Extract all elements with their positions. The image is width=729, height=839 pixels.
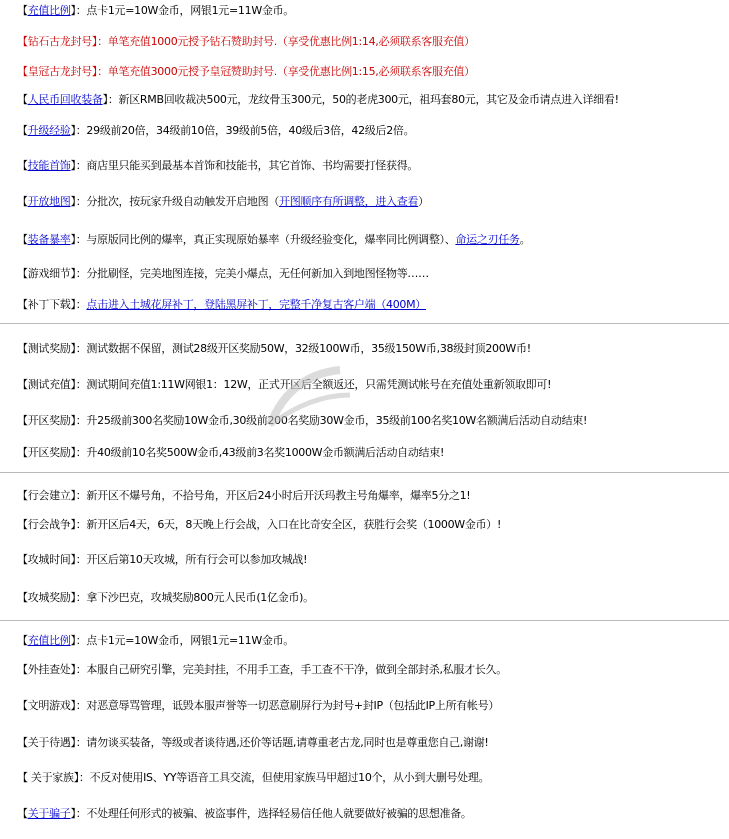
bracket-close: 】 — [73, 771, 79, 784]
row-category: 测试奖励 — [27, 342, 71, 355]
row-category: 关于家族 — [27, 771, 74, 784]
info-row — [17, 3, 729, 19]
row-text: ：对恶意辱骂管理，诋毁本服声誉等一切恶意刷屏行为封号+封IP（包括此IP上所有帐号） — [75, 699, 500, 712]
bracket-close: 】 — [70, 591, 76, 604]
section-divider — [0, 620, 729, 621]
bracket-open: 【 — [17, 195, 28, 208]
bracket-close: 】 — [70, 342, 76, 355]
row-text: ：分批次，按玩家升级自动触发开启地图（ — [75, 195, 280, 208]
info-row — [17, 698, 729, 714]
row-text: ：不处理任何形式的被骗、被盗事件，选择轻易信任他人就要做好被骗的思想准备。 — [75, 807, 472, 820]
info-row — [17, 488, 729, 504]
info-row — [17, 377, 729, 393]
row-category: 开区奖励 — [27, 446, 71, 459]
info-row — [17, 445, 729, 461]
bracket-open: 【 — [17, 342, 28, 355]
bracket-open: 【 — [17, 489, 28, 502]
bracket-close: 】 — [70, 159, 76, 172]
bracket-open: 【 — [17, 65, 28, 78]
row-text: ：本服自己研究引擎，完美封挂，不用手工查，手工查不干净，做到全部封杀,私服才长久。 — [75, 663, 507, 676]
info-row — [17, 297, 729, 313]
row-text: ） — [418, 195, 429, 208]
info-row — [17, 123, 729, 139]
row-text: ：拿下沙巴克，攻城奖励800元人民币(1亿金币)。 — [75, 591, 314, 604]
row-text: ：新开区不爆号角，不拾号角，开区后24小时后开沃玛教主号角爆率，爆率5分之1! — [75, 489, 471, 502]
row-category: 补丁下载 — [27, 298, 71, 311]
row-text: ：开区后第10天攻城，所有行会可以参加攻城战! — [75, 553, 308, 566]
info-row — [17, 64, 729, 80]
info-row — [17, 194, 729, 210]
bracket-close: 】 — [91, 65, 98, 78]
row-category: 攻城奖励 — [27, 591, 71, 604]
row-text: ：新区RMB回收裁决500元，龙纹骨玉300元，50的老虎300元，祖玛套80元，其它及金币请点进入详细看! — [107, 93, 619, 106]
row-text: ：测试数据不保留，测试28级开区奖励50W，32级100W币，35级150W币,38级封顶200W币! — [75, 342, 531, 355]
bracket-open: 【 — [17, 634, 28, 647]
bracket-open: 【 — [17, 807, 28, 820]
row-category[interactable]: 装备暴率 — [27, 233, 71, 246]
bracket-open: 【 — [17, 378, 28, 391]
info-row — [17, 662, 729, 678]
info-row — [17, 92, 729, 108]
row-category: 行会战争 — [27, 518, 71, 531]
row-category[interactable]: 升级经验 — [27, 124, 71, 137]
row-category: 文明游戏 — [27, 699, 71, 712]
row-text: ：点卡1元=10W金币，网银1元=11W金币。 — [75, 634, 294, 647]
bracket-close: 】 — [70, 489, 76, 502]
bracket-close: 】 — [102, 93, 108, 106]
bracket-close: 】 — [70, 414, 76, 427]
row-category: 皇冠古龙封号 — [27, 65, 92, 78]
row-category: 开区奖励 — [27, 414, 71, 427]
bracket-close: 】 — [70, 378, 76, 391]
row-text: ：与原版同比例的爆率，真正实现原始暴率（升级经验变化，爆率同比例调整）、 — [75, 233, 456, 246]
row-text: ：29级前20倍，34级前10倍，39级前5倍，40级后3倍，42级后2倍。 — [75, 124, 415, 137]
row-category: 游戏细节 — [27, 267, 71, 280]
row-category: 关于待遇 — [27, 736, 71, 749]
row-text: ：单笔充值3000元授予皇冠赞助封号.（享受优惠比例1:15,必须联系客服充值） — [97, 65, 475, 78]
bracket-open: 【 — [17, 233, 28, 246]
bracket-open: 【 — [17, 736, 28, 749]
info-row — [17, 232, 729, 248]
bracket-open: 【 — [17, 591, 28, 604]
info-row — [17, 413, 729, 429]
bracket-open: 【 — [17, 699, 28, 712]
row-category[interactable]: 充值比例 — [27, 634, 71, 647]
bracket-close: 】 — [70, 298, 76, 311]
bracket-close: 】 — [70, 663, 76, 676]
bracket-close: 】 — [70, 446, 76, 459]
bracket-open: 【 — [17, 4, 28, 17]
info-row — [17, 158, 729, 174]
bracket-close: 】 — [70, 4, 76, 17]
info-row — [17, 517, 729, 533]
bracket-close: 】 — [70, 807, 76, 820]
row-text: ：请勿谈买装备，等级或者谈待遇,还价等话题,请尊重老古龙,同时也是尊重您自己,谢谢! — [75, 736, 489, 749]
row-text: ：单笔充值1000元授予钻石赞助封号.（享受优惠比例1:14,必须联系客服充值） — [97, 35, 475, 48]
row-text: ：不反对使用IS、YY等语音工具交流，但使用家族马甲超过10个，从小到大删号处理。 — [78, 771, 490, 784]
bracket-open: 【 — [17, 159, 28, 172]
bracket-open: 【 — [17, 414, 28, 427]
row-category: 外挂查处 — [27, 663, 71, 676]
info-row — [17, 735, 729, 751]
bracket-close: 】 — [70, 736, 76, 749]
row-text: ： — [75, 298, 87, 311]
info-row — [17, 633, 729, 649]
bracket-open: 【 — [17, 124, 28, 137]
row-category[interactable]: 技能首饰 — [27, 159, 71, 172]
row-category[interactable]: 人民币回收装备 — [27, 93, 103, 106]
info-row — [17, 341, 729, 357]
bracket-open: 【 — [17, 663, 28, 676]
info-row — [17, 266, 729, 282]
section-divider — [0, 472, 729, 473]
row-link[interactable]: 开图顺序有所调整，进入查看 — [279, 195, 419, 208]
info-row — [17, 806, 729, 822]
section-divider — [0, 323, 729, 324]
info-row — [17, 590, 729, 606]
row-category: 钻石古龙封号 — [27, 35, 92, 48]
row-category[interactable]: 开放地图 — [27, 195, 71, 208]
bracket-close: 】 — [70, 233, 76, 246]
bracket-close: 】 — [70, 518, 76, 531]
row-category: 行会建立 — [27, 489, 71, 502]
bracket-open: 【 — [17, 518, 28, 531]
row-category: 测试充值 — [27, 378, 71, 391]
row-text: ：商店里只能买到最基本首饰和技能书，其它首饰、书均需要打怪获得。 — [75, 159, 419, 172]
row-text: ：测试期间充值1:11W网银1：12W，正式开区后全额返还，只需凭测试帐号在充值处重新领取即可! — [75, 378, 552, 391]
bracket-open: 【 — [17, 267, 28, 280]
bracket-open: 【 — [17, 35, 28, 48]
row-text: ：升40级前10名奖500W金币,43级前3名奖1000W金币额满后活动自动结束! — [75, 446, 445, 459]
row-link[interactable]: 点击进入土城花屏补丁，登陆黑屏补丁，完整千净复古客户端（400M） — [86, 298, 427, 311]
row-category[interactable]: 充值比例 — [27, 4, 71, 17]
row-link[interactable]: 命运之刃任务 — [455, 233, 520, 246]
row-text: ：分批刷怪，完美地图连接，完美小爆点，无任何新加入到地图怪物等…… — [75, 267, 429, 280]
bracket-close: 】 — [70, 195, 76, 208]
row-category[interactable]: 关于骗子 — [27, 807, 71, 820]
bracket-open: 【 — [17, 771, 28, 784]
bracket-close: 】 — [70, 553, 76, 566]
bracket-close: 】 — [70, 699, 76, 712]
info-row — [17, 770, 729, 786]
info-row — [17, 552, 729, 568]
row-text: ：点卡1元=10W金币，网银1元=11W金币。 — [75, 4, 294, 17]
bracket-close: 】 — [70, 267, 76, 280]
row-text: 。 — [519, 233, 531, 246]
info-row — [17, 34, 729, 50]
row-text: ：新开区后4天，6天，8天晚上行会战，入口在比奇安全区，获胜行会奖（1000W金币）! — [75, 518, 502, 531]
bracket-open: 【 — [17, 298, 28, 311]
row-category: 攻城时间 — [27, 553, 71, 566]
row-text: ：升25级前300名奖励10W金币,30级前200名奖励30W金币，35级前100名奖10W名额满后活动自动结束! — [75, 414, 588, 427]
bracket-open: 【 — [17, 446, 28, 459]
bracket-close: 】 — [91, 35, 98, 48]
bracket-close: 】 — [70, 634, 76, 647]
bracket-open: 【 — [17, 93, 28, 106]
bracket-close: 】 — [70, 124, 76, 137]
bracket-open: 【 — [17, 553, 28, 566]
